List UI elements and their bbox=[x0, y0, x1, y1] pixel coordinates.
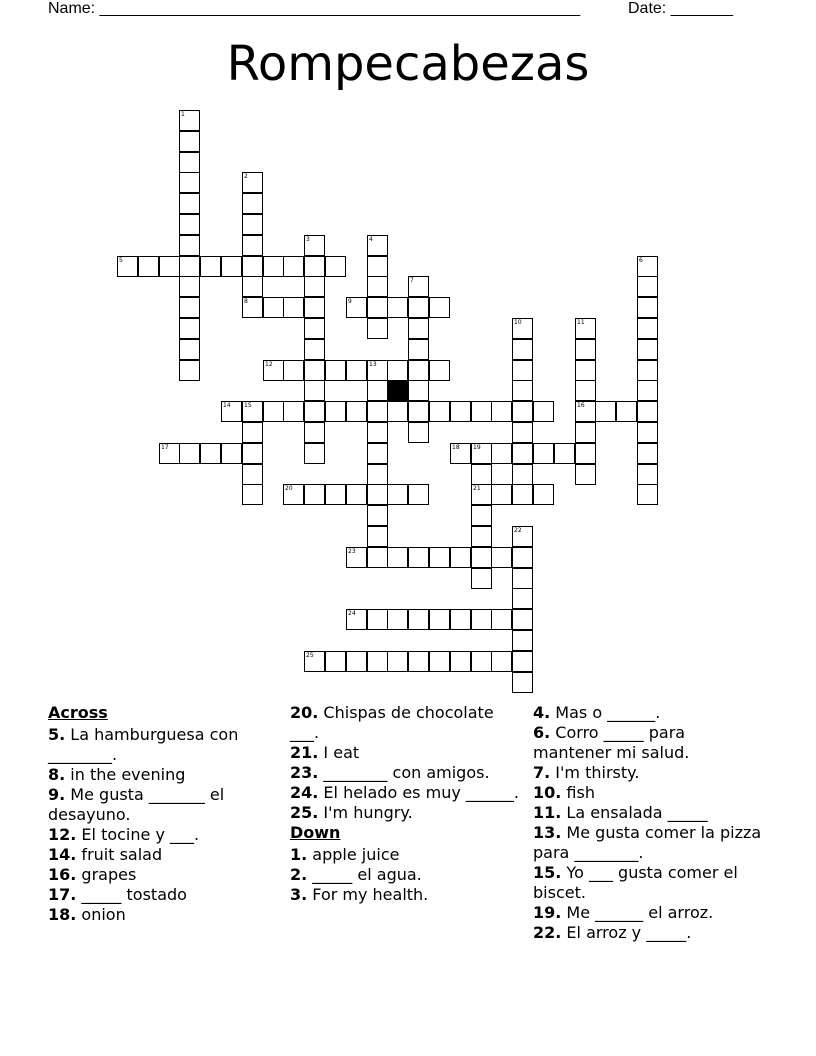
grid-cell[interactable] bbox=[387, 651, 408, 672]
grid-cell[interactable] bbox=[325, 401, 346, 422]
grid-cell[interactable] bbox=[346, 297, 367, 318]
grid-cell[interactable] bbox=[637, 484, 658, 505]
grid-cell[interactable] bbox=[471, 526, 492, 547]
grid-cell[interactable] bbox=[242, 422, 263, 443]
clue-number: 14 bbox=[223, 402, 231, 409]
grid-cell[interactable] bbox=[242, 297, 263, 318]
grid-cell[interactable] bbox=[179, 360, 200, 381]
grid-cell[interactable] bbox=[346, 401, 367, 422]
clues-column-3 bbox=[533, 703, 765, 943]
grid-cell[interactable] bbox=[575, 380, 596, 401]
clue-item: 6. Corro _____ para mantener mi salud. bbox=[533, 723, 690, 762]
clue-item: 15. Yo ___ gusta comer el biscet. bbox=[533, 863, 738, 902]
grid-cell[interactable] bbox=[179, 318, 200, 339]
date-field-label: Date: _______ bbox=[628, 0, 733, 17]
grid-cell[interactable] bbox=[471, 568, 492, 589]
grid-cell[interactable] bbox=[283, 401, 304, 422]
grid-cell[interactable] bbox=[471, 609, 492, 630]
clue-number: 25 bbox=[306, 652, 314, 659]
grid-cell[interactable] bbox=[367, 505, 388, 526]
grid-cell[interactable] bbox=[242, 276, 263, 297]
grid-cell[interactable] bbox=[242, 464, 263, 485]
grid-cell[interactable] bbox=[575, 318, 596, 339]
grid-cell[interactable] bbox=[367, 443, 388, 464]
grid-cell[interactable] bbox=[179, 339, 200, 360]
clue-item: 7. I'm thirsty. bbox=[533, 763, 640, 782]
clue-item: 1. apple juice bbox=[290, 845, 400, 864]
grid-cell[interactable] bbox=[242, 443, 263, 464]
grid-cell[interactable] bbox=[242, 193, 263, 214]
down-heading: Down bbox=[290, 823, 341, 842]
grid-cell[interactable] bbox=[408, 339, 429, 360]
grid-cell[interactable] bbox=[408, 276, 429, 297]
grid-cell[interactable] bbox=[450, 651, 471, 672]
grid-cell[interactable] bbox=[533, 443, 554, 464]
grid-cell[interactable] bbox=[325, 484, 346, 505]
clue-item: 17. _____ tostado bbox=[48, 885, 187, 904]
grid-cell[interactable] bbox=[533, 484, 554, 505]
clue-number: 16 bbox=[577, 402, 585, 409]
grid-cell[interactable] bbox=[367, 297, 388, 318]
grid-cell[interactable] bbox=[346, 360, 367, 381]
grid-cell[interactable] bbox=[533, 401, 554, 422]
grid-cell[interactable] bbox=[512, 339, 533, 360]
grid-cell[interactable] bbox=[367, 526, 388, 547]
grid-cell[interactable] bbox=[367, 401, 388, 422]
clue-item: 11. La ensalada _____ bbox=[533, 803, 708, 822]
grid-cell[interactable] bbox=[471, 547, 492, 568]
clue-item: 18. onion bbox=[48, 905, 126, 924]
grid-cell[interactable] bbox=[304, 380, 325, 401]
grid-cell[interactable] bbox=[346, 484, 367, 505]
grid-cell[interactable] bbox=[408, 318, 429, 339]
grid-cell[interactable] bbox=[304, 651, 325, 672]
grid-cell[interactable] bbox=[200, 443, 221, 464]
grid-cell[interactable] bbox=[367, 276, 388, 297]
page-title: Rompecabezas bbox=[226, 36, 590, 92]
grid-cell[interactable] bbox=[637, 256, 658, 277]
grid-cell[interactable] bbox=[367, 256, 388, 277]
clue-number: 5 bbox=[119, 257, 123, 264]
grid-cell[interactable] bbox=[575, 339, 596, 360]
grid-cell[interactable] bbox=[346, 651, 367, 672]
name-field-label: Name: ______________________________________________________ bbox=[48, 0, 581, 17]
grid-cell[interactable] bbox=[304, 235, 325, 256]
grid-cell[interactable] bbox=[512, 484, 533, 505]
grid-cell[interactable] bbox=[387, 297, 408, 318]
grid-cell[interactable] bbox=[429, 360, 450, 381]
grid-cell[interactable] bbox=[471, 401, 492, 422]
grid-cell[interactable] bbox=[512, 568, 533, 589]
grid-cell[interactable] bbox=[471, 464, 492, 485]
grid-cell[interactable] bbox=[387, 360, 408, 381]
grid-cell[interactable] bbox=[491, 547, 512, 568]
grid-cell[interactable] bbox=[387, 609, 408, 630]
grid-cell[interactable] bbox=[346, 547, 367, 568]
grid-cell[interactable] bbox=[304, 422, 325, 443]
grid-cell[interactable] bbox=[408, 297, 429, 318]
grid-cell[interactable] bbox=[512, 526, 533, 547]
grid-cell[interactable] bbox=[367, 422, 388, 443]
grid-cell[interactable] bbox=[179, 193, 200, 214]
clue-number: 15 bbox=[244, 402, 252, 409]
grid-cell[interactable] bbox=[304, 401, 325, 422]
grid-cell[interactable] bbox=[575, 360, 596, 381]
clue-number: 1 bbox=[181, 111, 185, 118]
grid-cell[interactable] bbox=[575, 464, 596, 485]
grid-cell[interactable] bbox=[325, 360, 346, 381]
grid-cell[interactable] bbox=[575, 443, 596, 464]
clue-item: 24. El helado es muy ______. bbox=[290, 783, 519, 802]
grid-cell[interactable] bbox=[491, 443, 512, 464]
grid-cell[interactable] bbox=[242, 401, 263, 422]
grid-cell[interactable] bbox=[637, 360, 658, 381]
grid-cell[interactable] bbox=[367, 484, 388, 505]
grid-cell[interactable] bbox=[117, 256, 138, 277]
grid-cell[interactable] bbox=[471, 651, 492, 672]
grid-cell[interactable] bbox=[387, 484, 408, 505]
clue-number: 4 bbox=[369, 236, 373, 243]
grid-cell[interactable] bbox=[367, 360, 388, 381]
grid-cell[interactable] bbox=[471, 484, 492, 505]
clue-number: 7 bbox=[410, 277, 414, 284]
grid-cell[interactable] bbox=[408, 360, 429, 381]
grid-cell[interactable] bbox=[450, 401, 471, 422]
clue-number: 19 bbox=[473, 444, 481, 451]
clue-number: 6 bbox=[639, 257, 643, 264]
clue-item: 9. Me gusta _______ el desayuno. bbox=[48, 785, 225, 824]
clue-item: 4. Mas o ______. bbox=[533, 703, 661, 722]
grid-cell[interactable] bbox=[179, 276, 200, 297]
grid-cell[interactable] bbox=[138, 256, 159, 277]
clue-number: 2 bbox=[244, 173, 248, 180]
clue-item: 8. in the evening bbox=[48, 765, 186, 784]
grid-cell[interactable] bbox=[304, 276, 325, 297]
grid-cell[interactable] bbox=[221, 256, 242, 277]
grid-cell[interactable] bbox=[263, 297, 284, 318]
grid-cell[interactable] bbox=[637, 297, 658, 318]
grid-cell[interactable] bbox=[304, 360, 325, 381]
grid-cell[interactable] bbox=[512, 464, 533, 485]
grid-cell[interactable] bbox=[512, 609, 533, 630]
grid-cell[interactable] bbox=[283, 360, 304, 381]
grid-cell[interactable] bbox=[637, 380, 658, 401]
grid-cell[interactable] bbox=[512, 360, 533, 381]
grid-cell[interactable] bbox=[491, 484, 512, 505]
grid-cell[interactable] bbox=[554, 443, 575, 464]
clue-item: 13. Me gusta comer la pizza para ________. bbox=[533, 823, 762, 862]
clue-item: 16. grapes bbox=[48, 865, 137, 884]
grid-cell[interactable] bbox=[346, 609, 367, 630]
grid-cell[interactable] bbox=[367, 651, 388, 672]
clue-number: 12 bbox=[265, 361, 273, 368]
grid-cell[interactable] bbox=[387, 547, 408, 568]
grid-cell[interactable] bbox=[283, 297, 304, 318]
grid-cell[interactable] bbox=[429, 547, 450, 568]
grid-cell[interactable] bbox=[408, 401, 429, 422]
grid-cell[interactable] bbox=[304, 297, 325, 318]
grid-cell[interactable] bbox=[242, 484, 263, 505]
grid-cell[interactable] bbox=[408, 651, 429, 672]
grid-cell[interactable] bbox=[512, 547, 533, 568]
grid-cell[interactable] bbox=[242, 256, 263, 277]
clue-item: 23. ________ con amigos. bbox=[290, 763, 490, 782]
grid-cell[interactable] bbox=[408, 547, 429, 568]
clue-item: 10. fish bbox=[533, 783, 595, 802]
across-heading: Across bbox=[48, 703, 108, 722]
grid-cell[interactable] bbox=[429, 297, 450, 318]
grid-cell[interactable] bbox=[512, 422, 533, 443]
grid-cell[interactable] bbox=[637, 318, 658, 339]
grid-cell[interactable] bbox=[221, 443, 242, 464]
grid-cell[interactable] bbox=[512, 630, 533, 651]
clue-number: 18 bbox=[452, 444, 460, 451]
grid-cell[interactable] bbox=[512, 672, 533, 693]
grid-cell[interactable] bbox=[408, 484, 429, 505]
grid-cell[interactable] bbox=[179, 172, 200, 193]
grid-cell[interactable] bbox=[450, 547, 471, 568]
grid-cell[interactable] bbox=[387, 401, 408, 422]
clue-item: 5. La hamburguesa con ________. bbox=[48, 725, 239, 764]
clues-column-2 bbox=[290, 703, 522, 905]
grid-cell[interactable] bbox=[242, 172, 263, 193]
grid-cell[interactable] bbox=[159, 443, 180, 464]
clue-number: 11 bbox=[577, 319, 585, 326]
grid-cell[interactable] bbox=[179, 131, 200, 152]
clue-item: 25. I'm hungry. bbox=[290, 803, 413, 822]
grid-cell[interactable] bbox=[179, 152, 200, 173]
grid-cell[interactable] bbox=[200, 256, 221, 277]
grid-cell[interactable] bbox=[512, 651, 533, 672]
grid-cell[interactable] bbox=[471, 505, 492, 526]
clue-number: 22 bbox=[514, 527, 522, 534]
grid-cell[interactable] bbox=[263, 360, 284, 381]
clue-item: 2. _____ el agua. bbox=[290, 865, 422, 884]
grid-cell[interactable] bbox=[512, 318, 533, 339]
grid-cell[interactable] bbox=[367, 318, 388, 339]
grid-cell[interactable] bbox=[429, 609, 450, 630]
clue-number: 23 bbox=[348, 548, 356, 555]
grid-cell[interactable] bbox=[367, 609, 388, 630]
grid-cell[interactable] bbox=[429, 651, 450, 672]
clue-number: 20 bbox=[285, 485, 293, 492]
grid-cell[interactable] bbox=[304, 443, 325, 464]
grid-cell[interactable] bbox=[179, 297, 200, 318]
grid-cell[interactable] bbox=[637, 401, 658, 422]
grid-cell[interactable] bbox=[367, 380, 388, 401]
clues-column-1 bbox=[48, 703, 280, 925]
grid-cell[interactable] bbox=[408, 609, 429, 630]
grid-cell[interactable] bbox=[491, 609, 512, 630]
grid-cell[interactable] bbox=[512, 380, 533, 401]
grid-cell[interactable] bbox=[491, 651, 512, 672]
clue-item: 22. El arroz y _____. bbox=[533, 923, 692, 942]
clue-number: 21 bbox=[473, 485, 481, 492]
grid-cell[interactable] bbox=[367, 547, 388, 568]
grid-cell[interactable] bbox=[637, 443, 658, 464]
black-square bbox=[387, 380, 408, 401]
grid-cell[interactable] bbox=[159, 256, 180, 277]
grid-cell[interactable] bbox=[408, 422, 429, 443]
grid-cell[interactable] bbox=[304, 484, 325, 505]
grid-cell[interactable] bbox=[408, 380, 429, 401]
clue-number: 3 bbox=[306, 236, 310, 243]
grid-cell[interactable] bbox=[595, 401, 616, 422]
grid-cell[interactable] bbox=[179, 110, 200, 131]
grid-cell[interactable] bbox=[575, 401, 596, 422]
grid-cell[interactable] bbox=[179, 235, 200, 256]
grid-cell[interactable] bbox=[512, 401, 533, 422]
grid-cell[interactable] bbox=[221, 401, 242, 422]
grid-cell[interactable] bbox=[242, 235, 263, 256]
grid-cell[interactable] bbox=[429, 401, 450, 422]
clue-item: 14. fruit salad bbox=[48, 845, 163, 864]
grid-cell[interactable] bbox=[512, 443, 533, 464]
grid-cell[interactable] bbox=[512, 588, 533, 609]
grid-cell[interactable] bbox=[179, 214, 200, 235]
grid-cell[interactable] bbox=[179, 443, 200, 464]
grid-cell[interactable] bbox=[179, 256, 200, 277]
grid-cell[interactable] bbox=[637, 276, 658, 297]
grid-cell[interactable] bbox=[304, 318, 325, 339]
grid-cell[interactable] bbox=[637, 464, 658, 485]
clue-item: 21. I eat bbox=[290, 743, 360, 762]
grid-cell[interactable] bbox=[637, 422, 658, 443]
grid-cell[interactable] bbox=[263, 256, 284, 277]
grid-cell[interactable] bbox=[283, 484, 304, 505]
clue-number: 24 bbox=[348, 610, 356, 617]
clue-number: 10 bbox=[514, 319, 522, 326]
grid-cell[interactable] bbox=[263, 401, 284, 422]
grid-cell[interactable] bbox=[242, 214, 263, 235]
clue-item: 20. Chispas de chocolate ___. bbox=[290, 703, 494, 742]
grid-cell[interactable] bbox=[637, 339, 658, 360]
grid-cell[interactable] bbox=[450, 609, 471, 630]
clue-item: 3. For my health. bbox=[290, 885, 429, 904]
clue-item: 12. El tocine y ___. bbox=[48, 825, 200, 844]
grid-cell[interactable] bbox=[304, 339, 325, 360]
clue-item: 19. Me ______ el arroz. bbox=[533, 903, 714, 922]
grid-cell[interactable] bbox=[325, 651, 346, 672]
grid-cell[interactable] bbox=[304, 256, 325, 277]
grid-cell[interactable] bbox=[367, 235, 388, 256]
grid-cell[interactable] bbox=[471, 443, 492, 464]
clue-number: 13 bbox=[369, 361, 377, 368]
grid-cell[interactable] bbox=[491, 401, 512, 422]
grid-cell[interactable] bbox=[575, 422, 596, 443]
grid-cell[interactable] bbox=[367, 464, 388, 485]
clue-number: 8 bbox=[244, 298, 248, 305]
grid-cell[interactable] bbox=[325, 256, 346, 277]
clue-number: 9 bbox=[348, 298, 352, 305]
grid-cell[interactable] bbox=[283, 256, 304, 277]
grid-cell[interactable] bbox=[616, 401, 637, 422]
clue-number: 17 bbox=[161, 444, 169, 451]
grid-cell[interactable] bbox=[450, 443, 471, 464]
